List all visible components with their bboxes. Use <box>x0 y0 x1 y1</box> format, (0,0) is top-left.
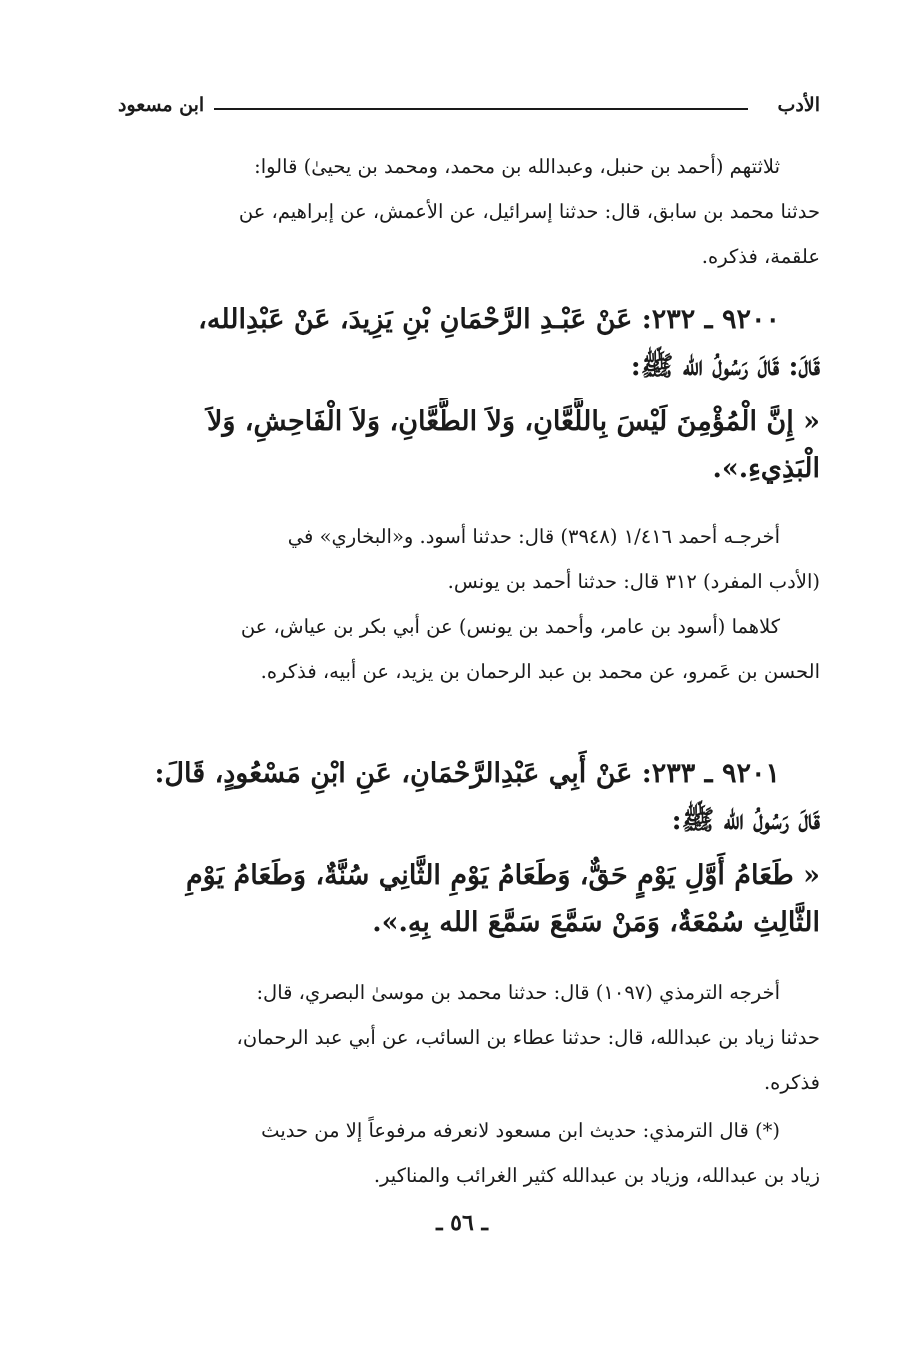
hadith-heading-line: قَالَ: قَالَ رَسُولُ الله ﷺ: <box>630 351 820 382</box>
hadith-heading-line: قَالَ رَسُولُ الله ﷺ: <box>671 805 820 836</box>
hadith-9201-takhrij <box>118 970 820 1105</box>
running-header <box>118 94 820 126</box>
text-line: حدثنا زياد بن عبدالله، قال: حدثنا عطاء بن السائب، عن أبي عبد الرحمان، <box>236 1026 820 1049</box>
matn-line: الْبَذِيءِ.». <box>712 453 820 484</box>
text-line: (*) قال الترمذي: حديث ابن مسعود لانعرفه مرفوعاً إلا من حديث <box>261 1119 780 1142</box>
text-line: ثلاثتهم (أحمد بن حنبل، وعبدالله بن محمد، ومحمد بن يحيىٰ) قالوا: <box>254 155 780 178</box>
hadith-9201-isnad <box>118 750 820 844</box>
hadith-9200-takhrij <box>118 514 820 694</box>
text-line: الحسن بن عَمرو، عن محمد بن عبد الرحمان بن يزيد، عن أبيه، فذكره. <box>260 660 820 683</box>
text-line: فذكره. <box>763 1071 820 1094</box>
hadith-heading-line: ٩٢٠١ ـ ٢٣٣: عَنْ أَبِي عَبْدِالرَّحْمَانِ، عَنِ ابْنِ مَسْعُودٍ، قَالَ: <box>154 758 780 789</box>
text-line: علقمة، فذكره. <box>701 245 820 268</box>
chapter-title: الأدب <box>777 94 820 116</box>
text-line: زياد بن عبدالله، وزياد بن عبدالله كثير الغرائب والمناكير. <box>373 1164 820 1187</box>
text-line: حدثنا محمد بن سابق، قال: حدثنا إسرائيل، عن الأعمش، عن إبراهيم، عن <box>238 200 820 223</box>
text-line: (الأدب المفرد) ٣١٢ قال: حدثنا أحمد بن يونس. <box>447 570 820 593</box>
matn-line: « إِنَّ الْمُؤْمِنَ لَيْسَ بِاللَّعَّانِ، وَلاَ الطَّعَّانِ، وَلاَ الْفَاحِشِ، وَلاَ <box>206 406 820 437</box>
continuation-paragraph <box>118 144 820 279</box>
text-line: كلاهما (أسود بن عامر، وأحمد بن يونس) عن أبي بكر بن عياش، عن <box>240 615 780 638</box>
hadith-9201-note <box>118 1108 820 1198</box>
matn-line: « طَعَامُ أَوَّلِ يَوْمٍ حَقٌّ، وَطَعَامُ يَوْمِ الثَّانِي سُنَّةٌ، وَطَعَامُ يَوْمِ <box>185 860 820 891</box>
page-number: ـ ٥٦ ـ <box>436 1210 488 1236</box>
text-line: أخرجه الترمذي (١٠٩٧) قال: حدثنا محمد بن موسىٰ البصري، قال: <box>256 981 780 1004</box>
matn-line: الثَّالِثِ سُمْعَةٌ، وَمَنْ سَمَّعَ سَمَّعَ الله بِهِ.». <box>372 907 820 938</box>
hadith-heading-line: ٩٢٠٠ ـ ٢٣٢: عَنْ عَبْـدِ الرَّحْمَانِ بْنِ يَزِيدَ، عَنْ عَبْدِالله، <box>198 304 780 335</box>
section-title: ابن مسعود <box>118 94 205 116</box>
header-rule <box>214 108 748 110</box>
text-line: أخرجـه أحمد ١/٤١٦ (٣٩٤٨) قال: حدثنا أسود. و«البخاري» في <box>287 525 780 548</box>
hadith-9200-isnad <box>118 296 820 390</box>
hadith-9201-matn <box>118 852 820 946</box>
hadith-9200-matn <box>118 398 820 492</box>
